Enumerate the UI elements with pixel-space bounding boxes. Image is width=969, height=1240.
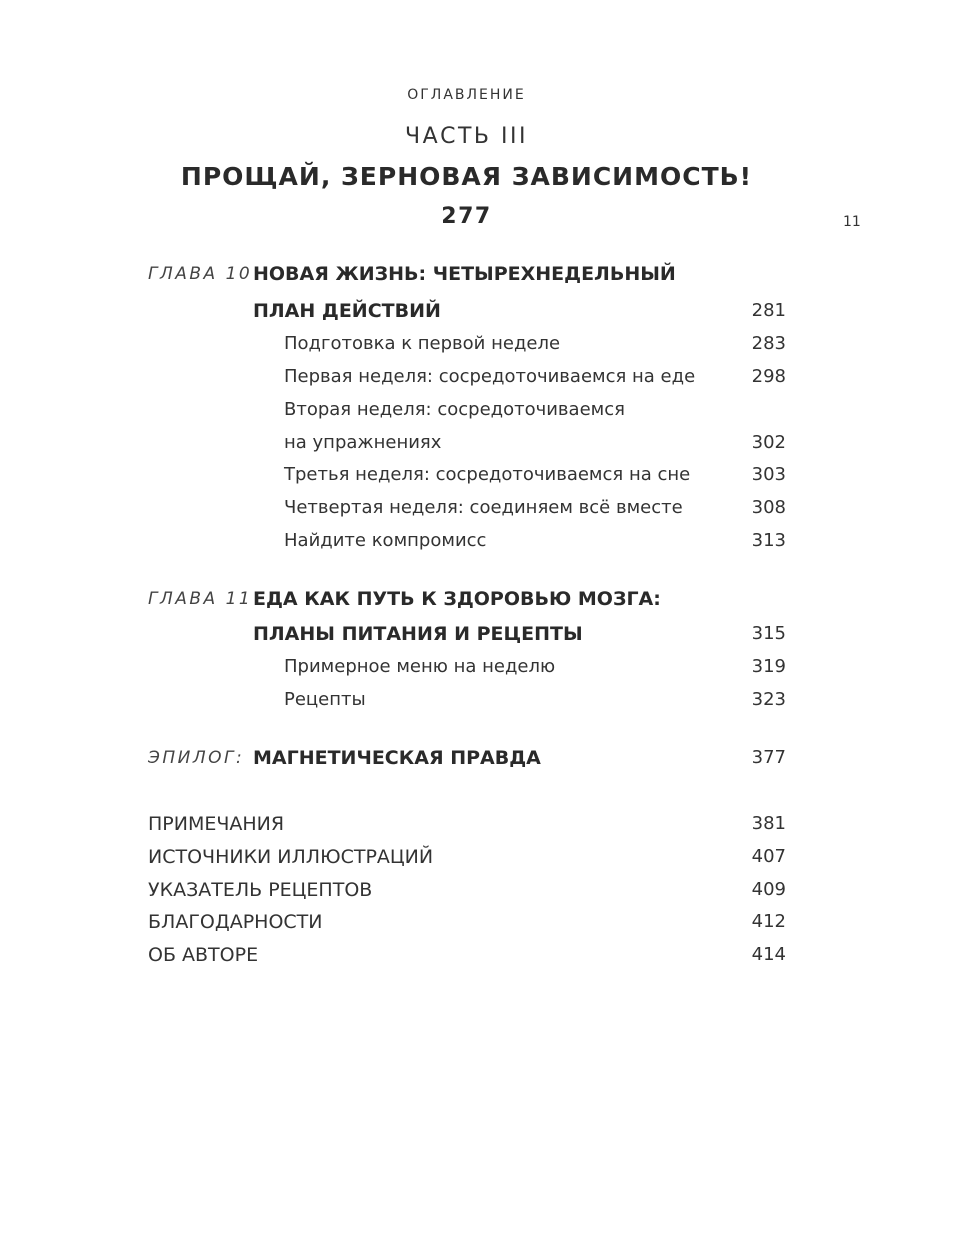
back-matter-title: ПРИМЕЧАНИЯ: [148, 813, 285, 835]
chapter-title-cont: ПЛАНЫ ПИТАНИЯ И РЕЦЕПТЫ: [253, 623, 583, 645]
section-title: Подготовка к первой неделе: [284, 333, 561, 354]
chapter-title-cont: ПЛАН ДЕЙСТВИЙ: [253, 300, 441, 322]
back-matter-title: ИСТОЧНИКИ ИЛЛЮСТРАЦИЙ: [148, 846, 434, 868]
chapter-title: ЕДА КАК ПУТЬ К ЗДОРОВЬЮ МОЗГА:: [253, 588, 661, 610]
running-head: ОГЛАВЛЕНИЕ: [407, 87, 526, 103]
chapter-label: ГЛАВА 10: [148, 264, 253, 284]
section-title: Вторая неделя: сосредоточиваемся: [284, 399, 625, 420]
section-title: Найдите компромисс: [284, 530, 487, 551]
back-matter-page: 414: [751, 944, 786, 965]
section-page: 298: [751, 366, 786, 387]
back-matter-title: ОБ АВТОРЕ: [148, 944, 259, 966]
section-page: 313: [751, 530, 786, 551]
chapter-page: 315: [751, 623, 786, 644]
back-matter-title: УКАЗАТЕЛЬ РЕЦЕПТОВ: [148, 879, 373, 901]
part-page-number: 277: [441, 204, 492, 229]
back-matter-page: 409: [751, 879, 786, 900]
part-label: ЧАСТЬ III: [405, 124, 528, 149]
back-matter-title: БЛАГОДАРНОСТИ: [148, 911, 323, 933]
chapter-label: ГЛАВА 11: [148, 589, 253, 609]
section-title: Первая неделя: сосредоточиваемся на еде: [284, 366, 696, 387]
section-page: 308: [751, 497, 786, 518]
epilogue-title: МАГНЕТИЧЕСКАЯ ПРАВДА: [253, 747, 541, 769]
section-page: 302: [751, 432, 786, 453]
section-title-cont: на упражнениях: [284, 432, 442, 453]
section-page: 323: [751, 689, 786, 710]
section-title: Примерное меню на неделю: [284, 656, 556, 677]
chapter-page: 281: [751, 300, 786, 321]
section-title: Рецепты: [284, 689, 366, 710]
section-page: 303: [751, 464, 786, 485]
page-number: 11: [843, 214, 861, 230]
section-title: Четвертая неделя: соединяем всё вместе: [284, 497, 683, 518]
section-page: 319: [751, 656, 786, 677]
back-matter-page: 412: [751, 911, 786, 932]
back-matter-page: 381: [751, 813, 786, 834]
epilogue-page: 377: [751, 747, 786, 768]
back-matter-page: 407: [751, 846, 786, 867]
part-title: ПРОЩАЙ, ЗЕРНОВАЯ ЗАВИСИМОСТЬ!: [180, 162, 753, 191]
epilogue-label: ЭПИЛОГ:: [148, 748, 245, 768]
section-page: 283: [751, 333, 786, 354]
section-title: Третья неделя: сосредоточиваемся на сне: [284, 464, 691, 485]
chapter-title: НОВАЯ ЖИЗНЬ: ЧЕТЫРЕХНЕДЕЛЬНЫЙ: [253, 263, 676, 285]
